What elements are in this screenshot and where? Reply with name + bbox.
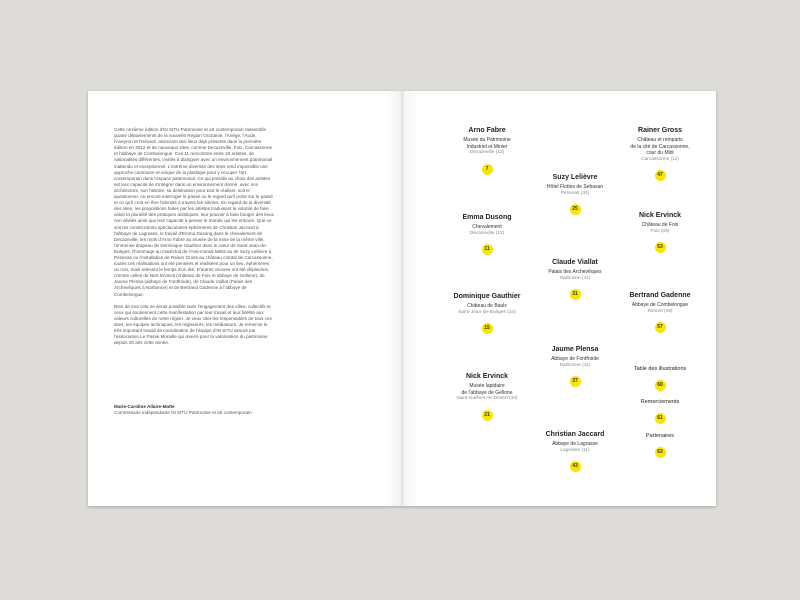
venue-place: Narbonne (11)	[559, 275, 591, 281]
venue-line: de la cité de Carcassonne,	[630, 143, 690, 150]
page-number-badge: 11	[482, 244, 493, 255]
page-number-badge: 53	[655, 242, 666, 253]
venue-line: Abbaye de Lagrasse	[552, 441, 598, 447]
artist-name: Emma Dusong	[462, 214, 512, 221]
entry-dominique-gauthier[interactable]	[442, 293, 532, 334]
entry-jaume-plensa[interactable]	[530, 346, 620, 387]
page-number-badge: 60	[655, 380, 666, 391]
entry-suzy-lelievre[interactable]	[530, 174, 620, 215]
artist-name: Bertrand Gadenne	[629, 292, 691, 299]
venue-place: Foix (09)	[650, 228, 670, 234]
page-number-badge: 43	[570, 461, 581, 472]
venue-place: Decazeville (12)	[469, 150, 505, 155]
venue-line: Chevalement	[472, 224, 502, 230]
venue-place: Pézenas (34)	[560, 190, 590, 196]
artist-name: Jaume Plensa	[551, 346, 599, 353]
page-number-badge: 57	[655, 322, 666, 333]
venue-line: Château et remparts	[637, 137, 683, 143]
section-title: Partenaires	[645, 433, 675, 439]
book-spread	[88, 91, 716, 506]
venue-line: Musée lapidaire	[469, 383, 505, 389]
venue-line: Abbaye de Fontfroide	[551, 356, 599, 362]
artist-name: Nick Ervinck	[465, 373, 509, 380]
page-number-badge: 37	[570, 376, 581, 387]
venue-place: Carcassonne (11)	[641, 156, 679, 162]
artist-name: Suzy Lelièvre	[552, 174, 598, 181]
entry-partenaires[interactable]	[615, 433, 705, 458]
entry-arno-fabre[interactable]	[442, 127, 532, 175]
entry-nick-ervinck-gellone[interactable]	[442, 373, 532, 421]
paragraph: Rien de tout cela ne serait possible sans l'engagement des villes, collectifs et ceux qui soutiennent cette manifestation par leur travail et leur fidélité aux valeurs culturelles de notre région. Je veux citer les responsables de tous ces sites, les équipes techniques, les régisseurs, les médiateurs. Je remercie le très important travail de coordination de l'équipe d'IN SITU assuré par l'association Le Passe Muraille qui œuvre pour la valorisation du patrimoine depuis 20 ans cette année.	[114, 303, 272, 346]
entry-nick-ervinck-foix[interactable]	[615, 212, 705, 253]
page-number-badge: 47	[655, 170, 666, 181]
venue-line: Château de Baulx	[467, 303, 507, 309]
venue-line: Hôtel Flottes de Sebasan	[546, 184, 604, 190]
artist-name: Nick Ervinck	[638, 212, 682, 219]
venue-place: Saint-Jean-de-Buèges (34)	[458, 309, 516, 315]
venue-place: Rimont (09)	[647, 308, 673, 314]
signature-name: Marie-Caroline Allaire-Matte	[114, 404, 175, 409]
venue-line: Palais des Archevêques	[548, 269, 602, 275]
page-number-badge: 15	[482, 323, 493, 334]
artist-name: Dominique Gauthier	[453, 293, 521, 300]
artist-name: Christian Jaccard	[545, 431, 605, 438]
page-number-badge: 7	[482, 164, 493, 175]
entry-claude-viallat[interactable]	[530, 259, 620, 300]
signature	[114, 404, 314, 416]
paragraph: Cette onzième édition d'IN SITU Patrimoine et art contemporain rassemble quatre départements de la nouvelle Région Occitanie, l'Ariège, l'Aude, l'Aveyron et l'Hérault, associant des lieux déjà présents dans la première édition en 2012 et de nouveaux sites, comme Decazeville, Foix, Carcassonne et l'abbaye de Combelongue. Ces 11 rencontres entre 10 artistes, de nationalités différentes, invités à dialoguer avec un environnement patrimonial inattendu et exceptionnel. L'extrême diversité des sites rend impossible une approche commune et unique de la plastique pour y occuper l'art contemporain dans l'espace patrimonial. Ce qui préside au choix des artistes est leur capacité de s'intégrer dans un environnement donné, avec son architecture, son histoire, sa destination pour tout le réaliser, soit le questionner, ou encore interroger le passé ou le regard qu'il porte sur le passé et ce qu'il croit en être l'identité à travers les siècles. En regard de la diversité des sites, les propositions faites par les artistes traduisent la volonté de faire valoir la pluralité des pratiques artistiques, leur pouvoir à faire bouger des lieux non dédiés ainsi que leur capacité à penser le monde qui les entoure. Que ce soit les constructions spectaculaires éphémères de Christian Jaccard à l'abbaye de Lagrasse, le travail d'Emma Dusong dans le chevalement de Decazeville, les mots d'Arno Fabre au musée de la mine de la même ville, l'immense drapeau de Dominique Gauthier dans le cœur de Saint-Jean-de-Buèges, l'hommage au maréchal de l'Anti-monial Métis au de Suzy Lelièvre à Pézenas ou l'installation de Rainer Gross au château comtal de Carcassonne, toutes ces réalisations ont été pensées et réalisées pour un lieu, éphémères ou non, mais relevant le temps d'un été. D'autres œuvres ont été déplacées, comme celles de Nick Ervinck (château de Foix et abbaye de Gellone), de Jaume Plensa (abbaye de Fontfroide), de Claude Viallat (Palais des Archevêques à Narbonne) et de Bertrand Gadenne à l'abbaye de Combelongue.	[114, 127, 274, 297]
left-page	[88, 91, 402, 506]
page-number-badge: 31	[570, 289, 581, 300]
entry-remerciements[interactable]	[615, 399, 705, 424]
page-number-badge: 21	[482, 410, 493, 421]
artist-name: Arno Fabre	[468, 127, 506, 134]
venue-line: Abbaye de Combelongue	[631, 302, 689, 308]
venue-line: Château de Foix	[641, 222, 679, 228]
page-number-badge: 25	[570, 204, 581, 215]
introduction-text	[114, 127, 274, 352]
section-title: Table des illustrations	[633, 366, 687, 372]
venue-line: Musée du Patrimoine	[463, 137, 511, 143]
venue-place: Decazeville (12)	[469, 230, 505, 236]
venue-place: Lagrasse (11)	[560, 447, 590, 453]
section-title: Remerciements	[640, 399, 680, 405]
entry-christian-jaccard[interactable]	[530, 431, 620, 472]
entry-rainer-gross[interactable]	[615, 127, 705, 181]
venue-line: Industriel et Minier	[466, 143, 508, 150]
artist-name: Rainer Gross	[638, 127, 682, 134]
venue-place: Narbonne (11)	[559, 362, 591, 368]
artist-name: Claude Viallat	[552, 259, 598, 266]
entry-bertrand-gadenne[interactable]	[615, 292, 705, 333]
venue-line: de l'abbaye de Gellone	[461, 389, 513, 396]
page-number-badge: 61	[655, 413, 666, 424]
entry-emma-dusong[interactable]	[442, 214, 532, 255]
signature-role: Commissaire indépendante IN SITU Patrimoine et art contemporain	[114, 410, 252, 415]
venue-place: Saint-Guilhem-le-Désert (34)	[456, 396, 518, 401]
entry-table-illustrations[interactable]	[615, 366, 705, 391]
page-number-badge: 63	[655, 447, 666, 458]
venue-line: cour du Midi	[646, 150, 674, 156]
right-page	[402, 91, 716, 506]
